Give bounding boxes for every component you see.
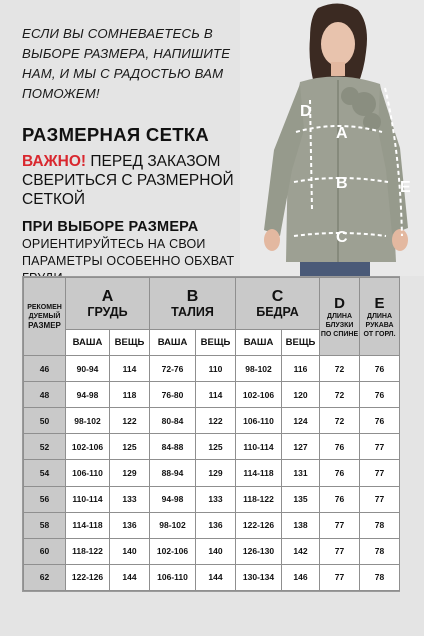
header-waist-letter: B <box>186 288 199 305</box>
cell-hips-yours: 130-134 <box>236 564 282 590</box>
label-d: D <box>300 103 312 120</box>
cell-size: 50 <box>24 408 66 434</box>
cell-hips-yours: 114-118 <box>236 460 282 486</box>
sub-garment-c: ВЕЩЬ <box>282 330 320 356</box>
header-hips-letter: C <box>271 288 284 305</box>
cell-chest-yours: 106-110 <box>66 460 110 486</box>
table-row <box>24 408 400 434</box>
cell-back-length: 76 <box>320 434 360 460</box>
intro-text: ЕСЛИ ВЫ СОМНЕВАЕТЕСЬ В ВЫБОРЕ РАЗМЕРА, НАПИШИТЕ НАМ, И МЫ С РАДОСТЬЮ ВАМ ПОМОЖЕМ! <box>22 26 231 101</box>
cell-hips-yours: 106-110 <box>236 408 282 434</box>
cell-chest-yours: 90-94 <box>66 356 110 382</box>
cell-waist-yours: 94-98 <box>150 486 196 512</box>
header-sleeve-length-desc: ДЛИНА РУКАВА ОТ ГОРЛ. <box>363 312 396 338</box>
cell-size: 62 <box>24 564 66 590</box>
cell-sleeve-length: 77 <box>360 486 400 512</box>
cell-back-length: 76 <box>320 460 360 486</box>
cell-chest-yours: 94-98 <box>66 382 110 408</box>
cell-chest-garment: 122 <box>110 408 150 434</box>
label-b: B <box>336 175 348 192</box>
sub-garment-b: ВЕЩЬ <box>196 330 236 356</box>
sub-garment-a: ВЕЩЬ <box>110 330 150 356</box>
cell-chest-garment: 129 <box>110 460 150 486</box>
header-hips-name: БЕДРА <box>256 305 299 319</box>
cell-waist-garment: 122 <box>196 408 236 434</box>
table-row <box>24 538 400 564</box>
cell-back-length: 76 <box>320 486 360 512</box>
cell-chest-garment: 118 <box>110 382 150 408</box>
header-size-line2: РАЗМЕР <box>28 320 61 330</box>
cell-sleeve-length: 77 <box>360 460 400 486</box>
cell-waist-garment: 125 <box>196 434 236 460</box>
cell-sleeve-length: 76 <box>360 382 400 408</box>
cell-hips-garment: 127 <box>282 434 320 460</box>
cell-chest-garment: 140 <box>110 538 150 564</box>
cell-waist-garment: 133 <box>196 486 236 512</box>
cell-waist-yours: 98-102 <box>150 512 196 538</box>
cell-back-length: 77 <box>320 512 360 538</box>
cell-chest-garment: 125 <box>110 434 150 460</box>
header-waist-name: ТАЛИЯ <box>171 305 214 319</box>
header-back-length-desc: ДЛИНА БЛУЗКИ ПО СПИНЕ <box>320 312 359 338</box>
cell-waist-garment: 140 <box>196 538 236 564</box>
label-e: E <box>400 179 411 196</box>
header-hips <box>236 278 320 330</box>
cell-size: 58 <box>24 512 66 538</box>
table-row <box>24 486 400 512</box>
cell-waist-yours: 80-84 <box>150 408 196 434</box>
sub-yours-a: ВАША <box>66 330 110 356</box>
cell-chest-yours: 118-122 <box>66 538 110 564</box>
table-row <box>24 382 400 408</box>
cell-hips-garment: 116 <box>282 356 320 382</box>
cell-back-length: 77 <box>320 538 360 564</box>
cell-size: 46 <box>24 356 66 382</box>
sub-yours-b: ВАША <box>150 330 196 356</box>
choose-text: ОРИЕНТИРУЙТЕСЬ НА СВОИ ПАРАМЕТРЫ ОСОБЕННО ОБХВАТ <box>22 237 235 268</box>
table-row <box>24 356 400 382</box>
cell-sleeve-length: 78 <box>360 538 400 564</box>
cell-waist-garment: 129 <box>196 460 236 486</box>
cell-waist-yours: 76-80 <box>150 382 196 408</box>
cell-waist-garment: 136 <box>196 512 236 538</box>
cell-chest-garment: 114 <box>110 356 150 382</box>
label-a: A <box>336 125 348 142</box>
cell-chest-garment: 136 <box>110 512 150 538</box>
warning-label: ВАЖНО! <box>22 153 87 170</box>
page-title: РАЗМЕРНАЯ СЕТКА <box>22 124 210 145</box>
cell-hips-yours: 118-122 <box>236 486 282 512</box>
cell-hips-garment: 131 <box>282 460 320 486</box>
table-row <box>24 460 400 486</box>
label-c: C <box>336 229 348 246</box>
cell-sleeve-length: 77 <box>360 434 400 460</box>
cell-hips-garment: 120 <box>282 382 320 408</box>
cell-hips-yours: 98-102 <box>236 356 282 382</box>
header-sleeve-length-letter: E <box>374 294 385 312</box>
header-size <box>24 278 66 356</box>
cell-hips-yours: 126-130 <box>236 538 282 564</box>
cell-sleeve-length: 76 <box>360 356 400 382</box>
header-chest-name: ГРУДЬ <box>87 305 128 319</box>
cell-waist-garment: 110 <box>196 356 236 382</box>
cell-back-length: 72 <box>320 356 360 382</box>
cell-waist-yours: 72-76 <box>150 356 196 382</box>
cell-size: 48 <box>24 382 66 408</box>
cell-hips-garment: 135 <box>282 486 320 512</box>
cell-waist-yours: 84-88 <box>150 434 196 460</box>
cell-size: 54 <box>24 460 66 486</box>
cell-waist-yours: 106-110 <box>150 564 196 590</box>
cell-back-length: 72 <box>320 382 360 408</box>
header-sleeve-length <box>360 278 400 356</box>
cell-chest-garment: 144 <box>110 564 150 590</box>
warning-message: ПЕРЕД ЗАКАЗОМ СВЕРИТЬСЯ С РАЗМЕРНОЙ СЕТКОЙ <box>22 153 234 208</box>
cell-hips-garment: 142 <box>282 538 320 564</box>
cell-sleeve-length: 76 <box>360 408 400 434</box>
header-back-length-letter: D <box>334 294 345 312</box>
size-table <box>22 276 400 592</box>
cell-sleeve-length: 78 <box>360 564 400 590</box>
cell-hips-garment: 138 <box>282 512 320 538</box>
warning-text <box>22 152 242 209</box>
header-chest-letter: A <box>101 288 114 305</box>
cell-back-length: 77 <box>320 564 360 590</box>
model-photo <box>240 0 424 276</box>
cell-waist-garment: 144 <box>196 564 236 590</box>
cell-chest-garment: 133 <box>110 486 150 512</box>
cell-waist-garment: 114 <box>196 382 236 408</box>
cell-chest-yours: 114-118 <box>66 512 110 538</box>
cell-hips-yours: 110-114 <box>236 434 282 460</box>
header-chest <box>66 278 150 330</box>
cell-hips-yours: 122-126 <box>236 512 282 538</box>
cell-hips-garment: 124 <box>282 408 320 434</box>
header-waist <box>150 278 236 330</box>
cell-chest-yours: 122-126 <box>66 564 110 590</box>
cell-hips-garment: 146 <box>282 564 320 590</box>
choose-title: ПРИ ВЫБОРЕ РАЗМЕРА <box>22 219 199 235</box>
cell-back-length: 72 <box>320 408 360 434</box>
table-row <box>24 434 400 460</box>
sub-yours-c: ВАША <box>236 330 282 356</box>
cell-chest-yours: 102-106 <box>66 434 110 460</box>
cell-waist-yours: 88-94 <box>150 460 196 486</box>
cell-sleeve-length: 78 <box>360 512 400 538</box>
cell-size: 56 <box>24 486 66 512</box>
model-illustration <box>240 0 424 276</box>
cell-size: 60 <box>24 538 66 564</box>
header-back-length <box>320 278 360 356</box>
cell-waist-yours: 102-106 <box>150 538 196 564</box>
header-size-line1: РЕКОМЕН ДУЕМЫЙ <box>27 303 62 320</box>
cell-hips-yours: 102-106 <box>236 382 282 408</box>
table-body <box>24 356 400 591</box>
table-row <box>24 512 400 538</box>
table-row <box>24 564 400 590</box>
cell-chest-yours: 98-102 <box>66 408 110 434</box>
cell-chest-yours: 110-114 <box>66 486 110 512</box>
cell-size: 52 <box>24 434 66 460</box>
